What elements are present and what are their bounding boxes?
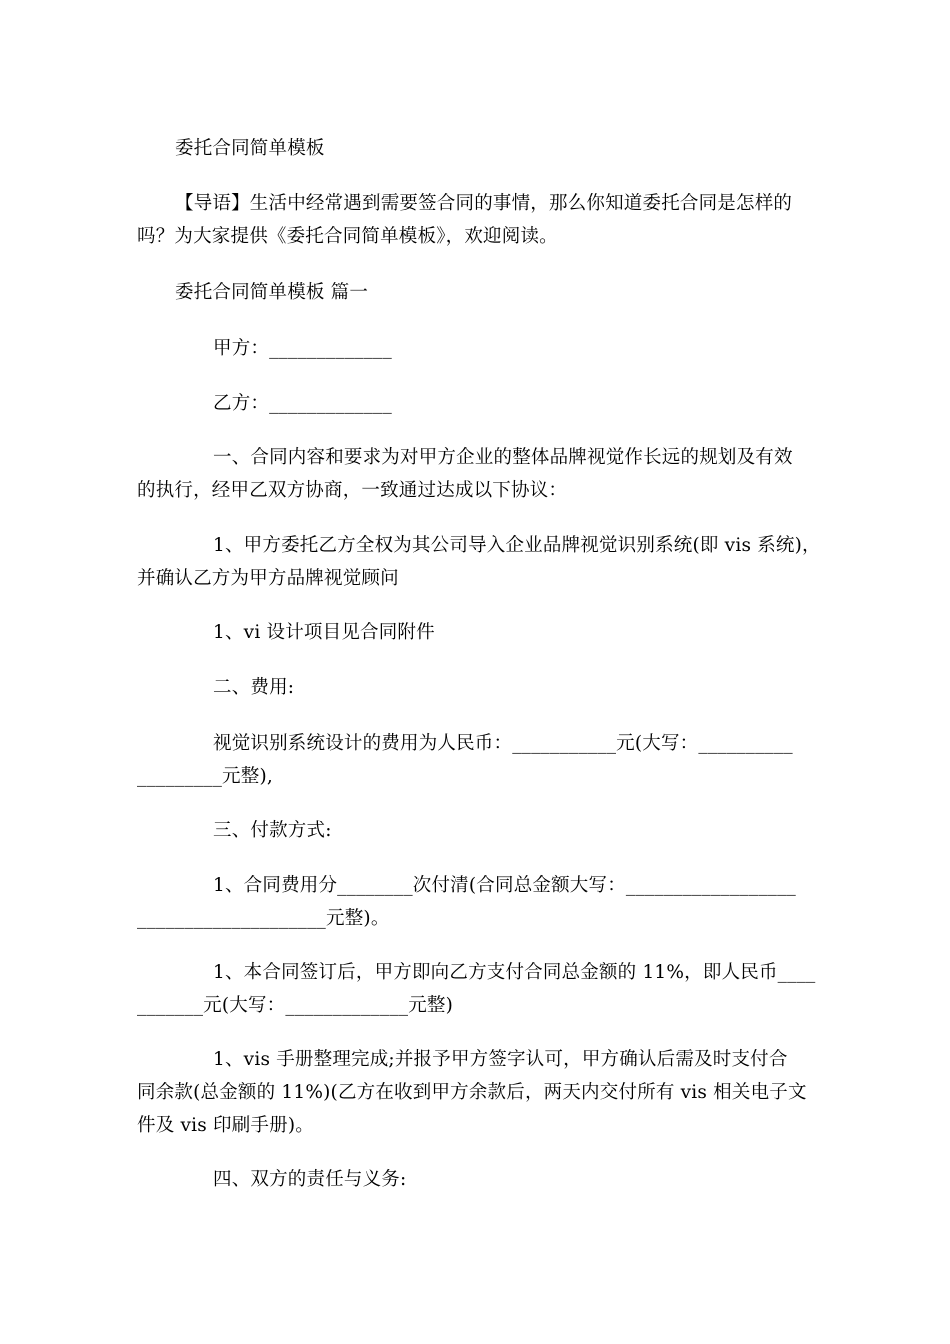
- payment-1-line-1: 1、合同费用分________次付清(合同总金额大写：__________________: [213, 875, 796, 896]
- party-a-field: 甲方：_____________: [213, 338, 392, 359]
- clause-3-heading: 三、付款方式:: [213, 820, 332, 841]
- intro-line-2: 吗？为大家提供《委托合同简单模板》，欢迎阅读。: [137, 226, 558, 247]
- section-title: 委托合同简单模板 篇一: [175, 282, 369, 303]
- party-b-field: 乙方：_____________: [213, 393, 392, 414]
- clause-4-heading: 四、双方的责任与义务:: [213, 1169, 407, 1190]
- payment-1-line-2: ____________________元整)。: [137, 908, 390, 929]
- payment-2-line-2: _______元(大写：_____________元整): [137, 995, 454, 1016]
- document-title: 委托合同简单模板: [175, 138, 325, 159]
- clause-2-heading: 二、费用:: [213, 677, 295, 698]
- clause-1-2: 1、vi 设计项目见合同附件: [213, 622, 435, 643]
- clause-1-1-line-1: 1、甲方委托乙方全权为其公司导入企业品牌视觉识别系统(即 vis 系统)，: [213, 535, 821, 556]
- intro-line-1: 【导语】生活中经常遇到需要签合同的事情，那么你知道委托合同是怎样的: [175, 193, 793, 214]
- clause-1-line-1: 一、合同内容和要求为对甲方企业的整体品牌视觉作长远的规划及有效: [213, 447, 793, 468]
- clause-1-line-2: 的执行，经甲乙双方协商，一致通过达成以下协议：: [137, 480, 568, 501]
- payment-2-line-1: 1、本合同签订后，甲方即向乙方支付合同总金额的 11%，即人民币____: [213, 962, 816, 983]
- payment-3-line-3: 件及 vis 印刷手册)。: [137, 1115, 314, 1136]
- payment-3-line-1: 1、vis 手册整理完成;并报予甲方签字认可，甲方确认后需及时支付合: [213, 1049, 788, 1070]
- fee-line-1: 视觉识别系统设计的费用为人民币：___________元(大写：__________: [213, 733, 793, 754]
- fee-line-2: _________元整),: [137, 766, 273, 787]
- clause-1-1-line-2: 并确认乙方为甲方品牌视觉顾问: [137, 568, 399, 589]
- payment-3-line-2: 同余款(总金额的 11%)(乙方在收到甲方余款后，两天内交付所有 vis 相关电子文: [137, 1082, 807, 1103]
